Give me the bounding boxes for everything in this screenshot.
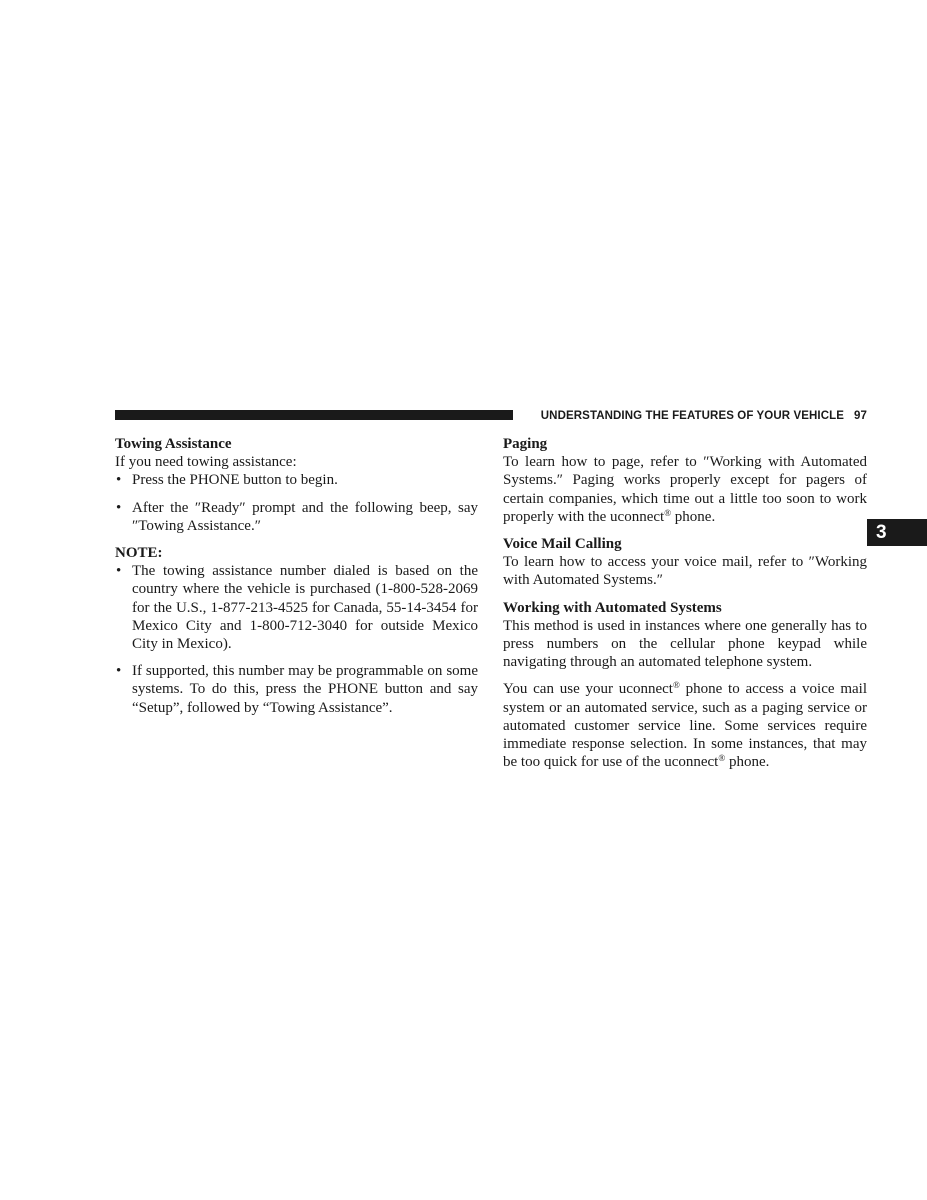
list-item: • If supported, this number may be programmable on some systems. To do this, press the PHONE button and say “Setup”, followed by “Towing Assistance”.	[116, 663, 478, 716]
right-column	[503, 435, 867, 771]
registered-mark: ®	[664, 507, 672, 518]
paging-body: To learn how to page, refer to ″Working with Automated Systems.″ Paging works properly except for pagers of certain companies, which time out a little too soon to work properly with the uconnect® phone.	[503, 454, 867, 525]
list-item: • Press the PHONE button to begin.	[116, 472, 338, 489]
note-list	[115, 562, 478, 717]
automated-body-2: You can use your uconnect® phone to access a voice mail system or an automated service, such as a paging service or automated customer service line. Some services require immediate response selection. In some instances, that may be too quick for use of the uconnect® phone.	[503, 680, 867, 771]
header-title: UNDERSTANDING THE FEATURES OF YOUR VEHICLE	[540, 410, 844, 422]
bullet-icon: •	[116, 499, 122, 516]
bullet-icon: •	[116, 472, 122, 489]
header-rule	[115, 410, 513, 420]
bullet-icon: •	[116, 663, 122, 680]
list-item: • After the ″Ready″ prompt and the following beep, say ″Towing Assistance.″	[116, 499, 478, 534]
towing-steps	[115, 471, 478, 535]
voice-mail-heading: Voice Mail Calling	[503, 536, 622, 553]
note-heading: NOTE:	[115, 545, 163, 562]
automated-heading: Working with Automated Systems	[503, 599, 722, 616]
paging-heading: Paging	[503, 436, 548, 452]
registered-mark: ®	[672, 680, 680, 691]
voice-mail-body: To learn how to access your voice mail, refer to ″Working with Automated Systems.″	[503, 554, 867, 589]
left-column	[115, 435, 478, 717]
bullet-icon: •	[116, 563, 122, 580]
page-number: 97	[854, 410, 867, 422]
list-item: • The towing assistance number dialed is based on the country where the vehicle is purchased (1-800-528-2069 for the U.S., 1-877-213-4525 for Canada, 55-14-3454 for Mexico City and 1-800-712-3040 for outside Mexico City in Mexico).	[116, 563, 478, 653]
towing-intro: If you need towing assistance:	[115, 454, 297, 471]
automated-body-1: This method is used in instances where one generally has to press numbers on the cellular phone keypad while navigating through an automated telephone system.	[503, 617, 867, 671]
chapter-tab: 3	[867, 519, 927, 546]
towing-heading: Towing Assistance	[115, 436, 232, 452]
registered-mark: ®	[718, 753, 726, 764]
running-header	[523, 408, 867, 424]
